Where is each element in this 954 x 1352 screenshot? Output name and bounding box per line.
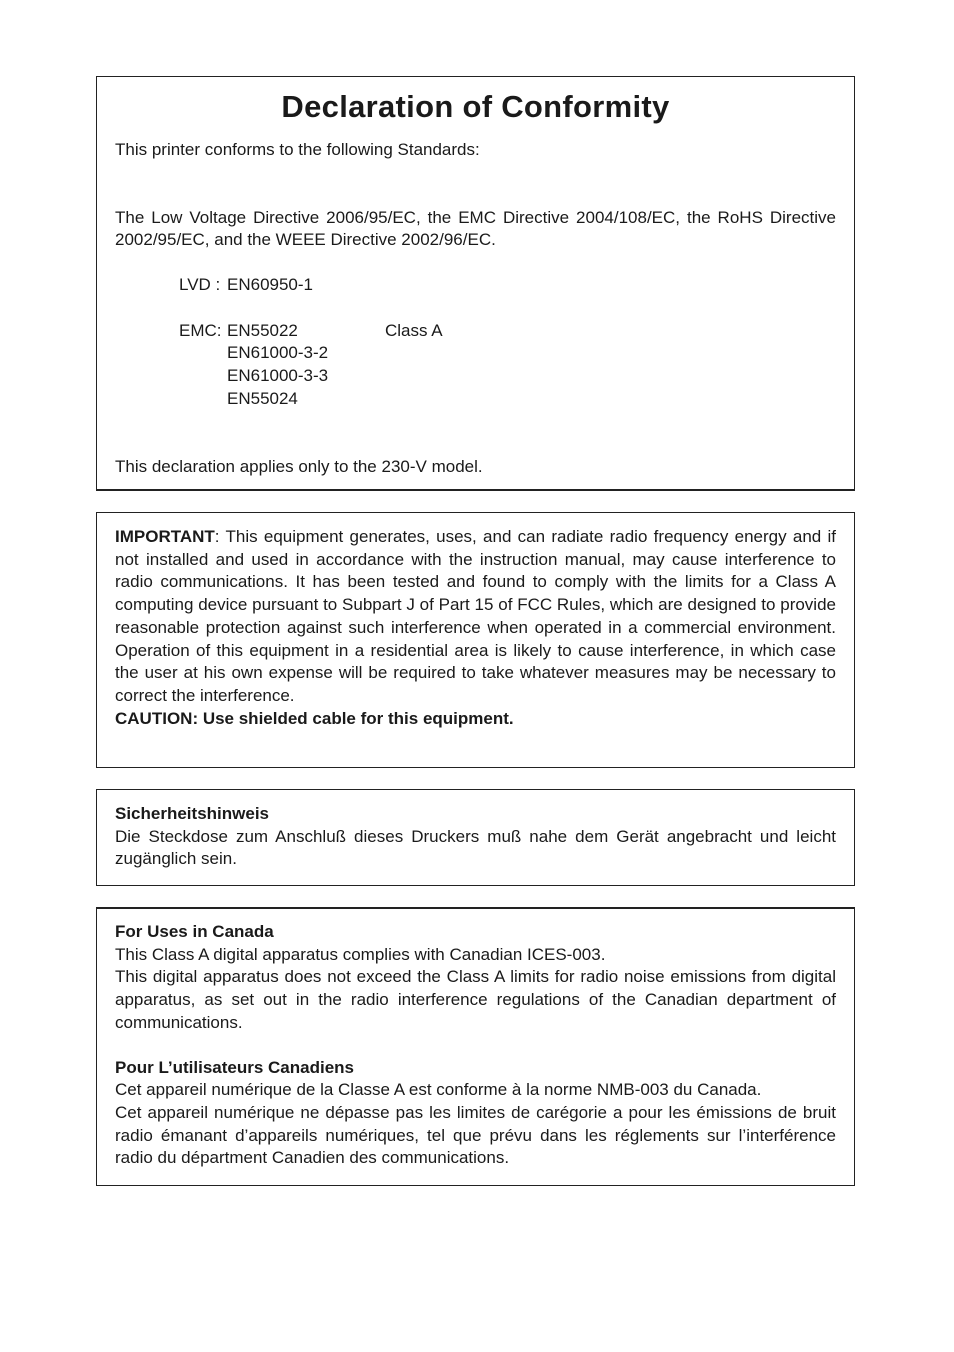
safety-text: Die Steckdose zum Anschluß dieses Druckers muß nahe dem Gerät angebracht und leicht zugänglich sein. — [115, 826, 836, 869]
canada-heading: For Uses in Canada — [115, 922, 274, 941]
applies-note: This declaration applies only to the 230-V model. — [115, 456, 483, 476]
emc-row — [179, 342, 836, 365]
canada-fr-heading: Pour L’utilisateurs Canadiens — [115, 1057, 355, 1077]
standards-intro: This printer conforms to the following Standards: — [115, 140, 480, 159]
canada-fr-line-1: Cet appareil numérique de la Classe A est conforme à la norme NMB-003 du Canada. — [115, 1080, 762, 1100]
canada-line-1: This Class A digital apparatus complies with Canadian ICES-003. — [115, 944, 606, 964]
emc-row — [179, 365, 836, 388]
lvd-label: LVD : — [179, 275, 221, 295]
emc-standard: EN55024 — [227, 388, 298, 408]
emc-row — [179, 320, 836, 343]
canada-line-2: This digital apparatus does not exceed the Class A limits for radio noise emissions from digital apparatus, as set out in the radio interference regulations of the Canadian department of communications. — [115, 967, 836, 1032]
declaration-box — [96, 76, 855, 491]
canada-fr-line-2: Cet appareil numérique ne dépasse pas les limites de carégorie a pour les émissions de bruit radio émanant d’appareils numériques, tel que prévu dans les réglements sur l’interférence radio du départment Canadien des communications. — [115, 1102, 836, 1168]
important-box — [96, 512, 855, 768]
canada-box — [96, 907, 855, 1186]
standards-list — [179, 274, 836, 410]
lvd-row — [179, 274, 836, 297]
important-paragraph — [115, 526, 836, 708]
important-text: : This equipment generates, uses, and can radiate radio frequency energy and if not installed and used in accordance with the instruction manual, may cause interference to radio communications. It has been tested and found to comply with the limits for a Class A computing device pursuant to Subpart J of Part 15 of FCC Rules, which are designed to provide reasonable protection against such interference when operated in a commercial environment. Operation of this equipment in a residential area is likely to cause interference, in which case the user at his own expense will be required to take whatever measures may be necessary to correct the interference. — [115, 527, 836, 705]
safety-notice-box — [96, 789, 855, 886]
lvd-standard: EN60950-1 — [227, 275, 314, 295]
emc-class-note: Class A — [385, 320, 443, 340]
important-label: IMPORTANT — [115, 527, 215, 546]
directives-paragraph: The Low Voltage Directive 2006/95/EC, the EMC Directive 2004/108/EC, the RoHS Directive 2002/95/EC, and the WEEE Directive 2002/96/EC. — [115, 207, 836, 250]
page-title: Declaration of Conformity — [281, 89, 670, 124]
emc-standard: EN61000-3-2 — [227, 343, 329, 363]
emc-label: EMC: — [179, 320, 222, 340]
caution-note: CAUTION: Use shielded cable for this equipment. — [115, 708, 514, 728]
emc-row — [179, 388, 836, 411]
safety-heading: Sicherheitshinweis — [115, 804, 269, 823]
emc-standard: EN61000-3-3 — [227, 366, 329, 386]
emc-standard: EN55022 — [227, 320, 298, 340]
